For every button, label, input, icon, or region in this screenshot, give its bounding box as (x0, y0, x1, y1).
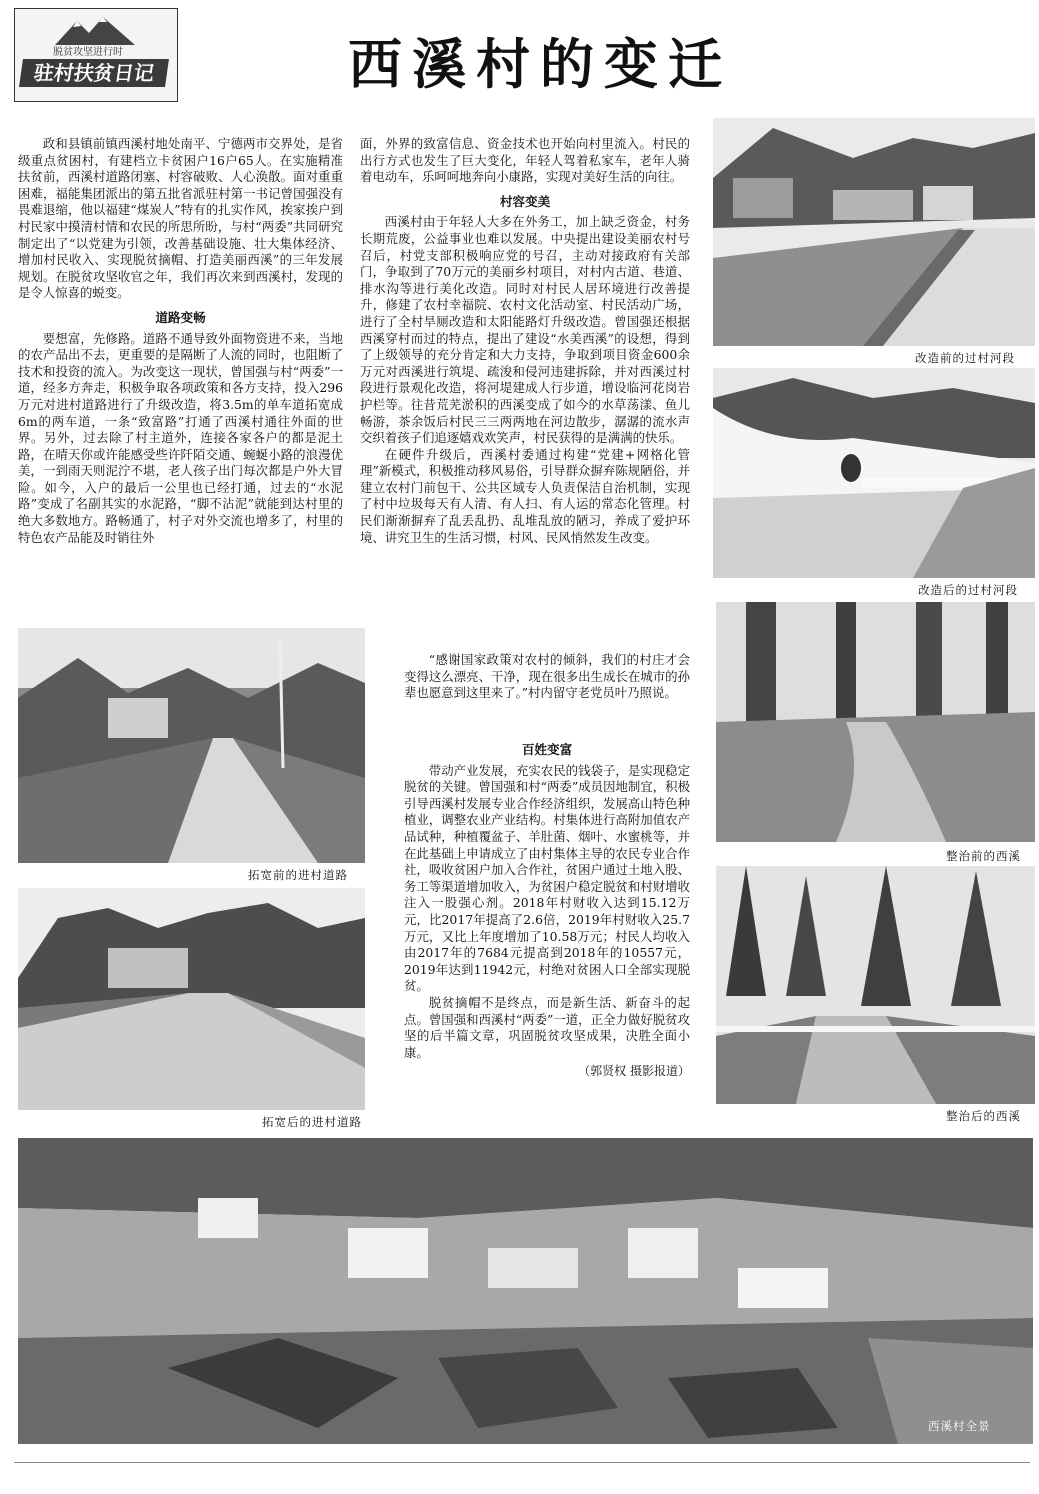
text-column-2 (360, 136, 690, 546)
caption-river-segment-after: 改造后的过村河段 (918, 583, 1018, 597)
village-paragraph-2: 在硬件升级后，西溪村委通过构建“党建+网格化管理”新模式，积极推动移风易俗，引导群众摒弃陈规陋俗，并建立农村门前包干、公共区域专人负责保洁自治机制，实现了村中垃圾每天有人清、有人扫、有人运的常态化管理。村民们渐渐摒弃了乱丢乱扔、乱堆乱放的陋习，养成了爱护环境、讲究卫生的生活习惯，村风、民风悄然发生改变。 (360, 446, 690, 545)
village-paragraph-1: 西溪村由于年轻人大多在外务工，加上缺乏资金，村务长期荒废，公益事业也难以发展。中央提出建设美丽农村号召后，村党支部积极响应党的号召，主动对接政府有关部门，争取到了70万元的美丽乡村项目，对村内古道、巷道、排水沟等进行美化改造。同时对村民人居环境进行改善提升，修建了农村幸福院、农村文化活动室、村民活动广场，进行了全村旱厕改造和太阳能路灯升级改造。曾国强还根据西溪穿村而过的特点，提出了建设“水美西溪”的设想，得到了上级领导的充分肯定和大力支持，争取到项目资金600余万元对西溪进行筑堤、疏浚和侵河违建拆除，并对西溪过村段进行景观化改造，将河堤建成人行步道，增设临河花岗岩护栏等。往昔荒芜淤积的西溪变成了如今的水草荡漾、鱼儿畅游，茶余饭后村民三三两两地在河边散步，潺潺的流水声交织着孩子们追逐嬉戏欢笑声，村民获得的是满满的快乐。 (360, 214, 690, 446)
photo-river-segment-before (713, 118, 1035, 346)
caption-road-before: 拓宽前的进村道路 (248, 868, 348, 882)
intro-paragraph: 政和县镇前镇西溪村地处南平、宁德两市交界处，是省级重点贫困村，有建档立卡贫困户16户65人。在实施精准扶贫前，西溪村道路闭塞、村容破败、人心涣散。面对重重困难，福能集团派出的第五批省派驻村第一书记曾国强没有畏难退缩，他以福建“煤炭人”特有的扎实作风，挨家挨户到村民家中摸清村情和农民的所思所盼，与村“两委”共同研究制定出了“以党建为引领，改善基础设施、壮大集体经济、增加村民收入、实现脱贫摘帽、打造美丽西溪”的三年发展规划。在脱贫攻坚收官之年，我们再次来到西溪村，发现的是令人惊喜的蜕变。 (18, 136, 343, 301)
logo-tagline: 脱贫攻坚进行时 (53, 47, 123, 58)
photo-village-panorama (18, 1138, 1033, 1444)
bottom-rule (14, 1462, 1030, 1463)
caption-stream-before: 整治前的西溪 (946, 849, 1021, 863)
roads-paragraph: 要想富，先修路。道路不通导致外面物资进不来，当地的农产品出不去，更重要的是隔断了人流的同时，也阻断了技术和投资的流入。为改变这一现状，曾国强与村“两委”一道，经多方奔走，积极争取各项政策和各方支持，投入296万元对进村道路进行了升级改造，将3.5m的单车道拓宽成6m的两车道，一条“致富路”打通了西溪村通往外面的世界。另外，过去除了村主道外，连接各家各户的都是泥土路，在晴天你或许能感受些许阡陌交通、蜿蜒小路的浪漫优美，一到雨天则泥泞不堪，老人孩子出门每次都是户外大冒险。如今，入户的最后一公里也已经打通，过去的“水泥路”变成了名副其实的水泥路，“脚不沾泥”就能到达村里的绝大多数地方。路畅通了，村子对外交流也增多了，村里的特色农产品能及时销往外 (18, 330, 343, 545)
section-title-village: 村容变美 (499, 193, 551, 209)
roads-paragraph-cont: 面，外界的致富信息、资金技术也开始向村里流入。村民的出行方式也发生了巨大变化，年轻人驾着私家车，老年人骑着电动车，乐呵呵地奔向小康路，实现对美好生活的向往。 (360, 136, 690, 185)
photo-river-segment-after (713, 368, 1035, 578)
photo-stream-before (716, 602, 1035, 842)
caption-road-after: 拓宽后的进村道路 (262, 1115, 362, 1129)
income-paragraph-1: 带动产业发展，充实农民的钱袋子，是实现稳定脱贫的关键。曾国强和村“两委”成员因地制宜，积极引导西溪村发展专业合作经济组织，发展高山特色种植业，调整农业产业结构。村集体进行高附加值农产品试种，种植覆盆子、羊肚菌、烟叶、水蜜桃等，并在此基础上申请成立了由村集体主导的农民专业合作社，吸收贫困户加入合作社，贫困户通过土地入股、务工等渠道增加收入，为贫困户稳定脱贫和村财增收注入一股强心剂。2018年村财收入达到15.12万元，比2017年提高了2.6倍，2019年村财收入25.7万元，又比上年度增加了10.58万元；村民人均收入由2017年的7684元提高到2018年的10557元，2019年达到11942元，村绝对贫困人口全部实现脱贫。 (404, 762, 690, 994)
logo-title: 驻村扶贫日记 (19, 59, 169, 87)
caption-stream-after: 整治后的西溪 (946, 1109, 1021, 1123)
text-column-2b (404, 742, 690, 1080)
section-title-income: 百姓变富 (521, 742, 573, 757)
column-logo (14, 8, 178, 102)
villager-quote: “感谢国家政策对农村的倾斜，我们的村庄才会变得这么漂亮、干净，现在很多出生成长在城市的孙辈也愿意到这里来了。”村内留守老党员叶乃照说。 (404, 652, 690, 701)
photo-credit: （郭贤权 摄影报道） (578, 1064, 690, 1079)
caption-river-segment-before: 改造前的过村河段 (915, 351, 1015, 365)
headline: 西溪村的变迁 (348, 32, 732, 96)
quote-block (404, 652, 690, 702)
photo-road-before (18, 628, 365, 863)
photo-road-after (18, 888, 365, 1110)
section-title-roads: 道路变畅 (155, 309, 206, 325)
text-column-1 (18, 136, 343, 546)
income-paragraph-2: 脱贫摘帽不是终点，而是新生活、新奋斗的起点。曾国强和西溪村“两委”一道，正全力做好脱贫攻坚的后半篇文章，巩固脱贫攻坚成果，决胜全面小康。 (404, 994, 690, 1060)
caption-panorama: 西溪村全景 (928, 1419, 991, 1433)
photo-stream-after (716, 866, 1035, 1104)
mountain-icon (55, 15, 135, 45)
